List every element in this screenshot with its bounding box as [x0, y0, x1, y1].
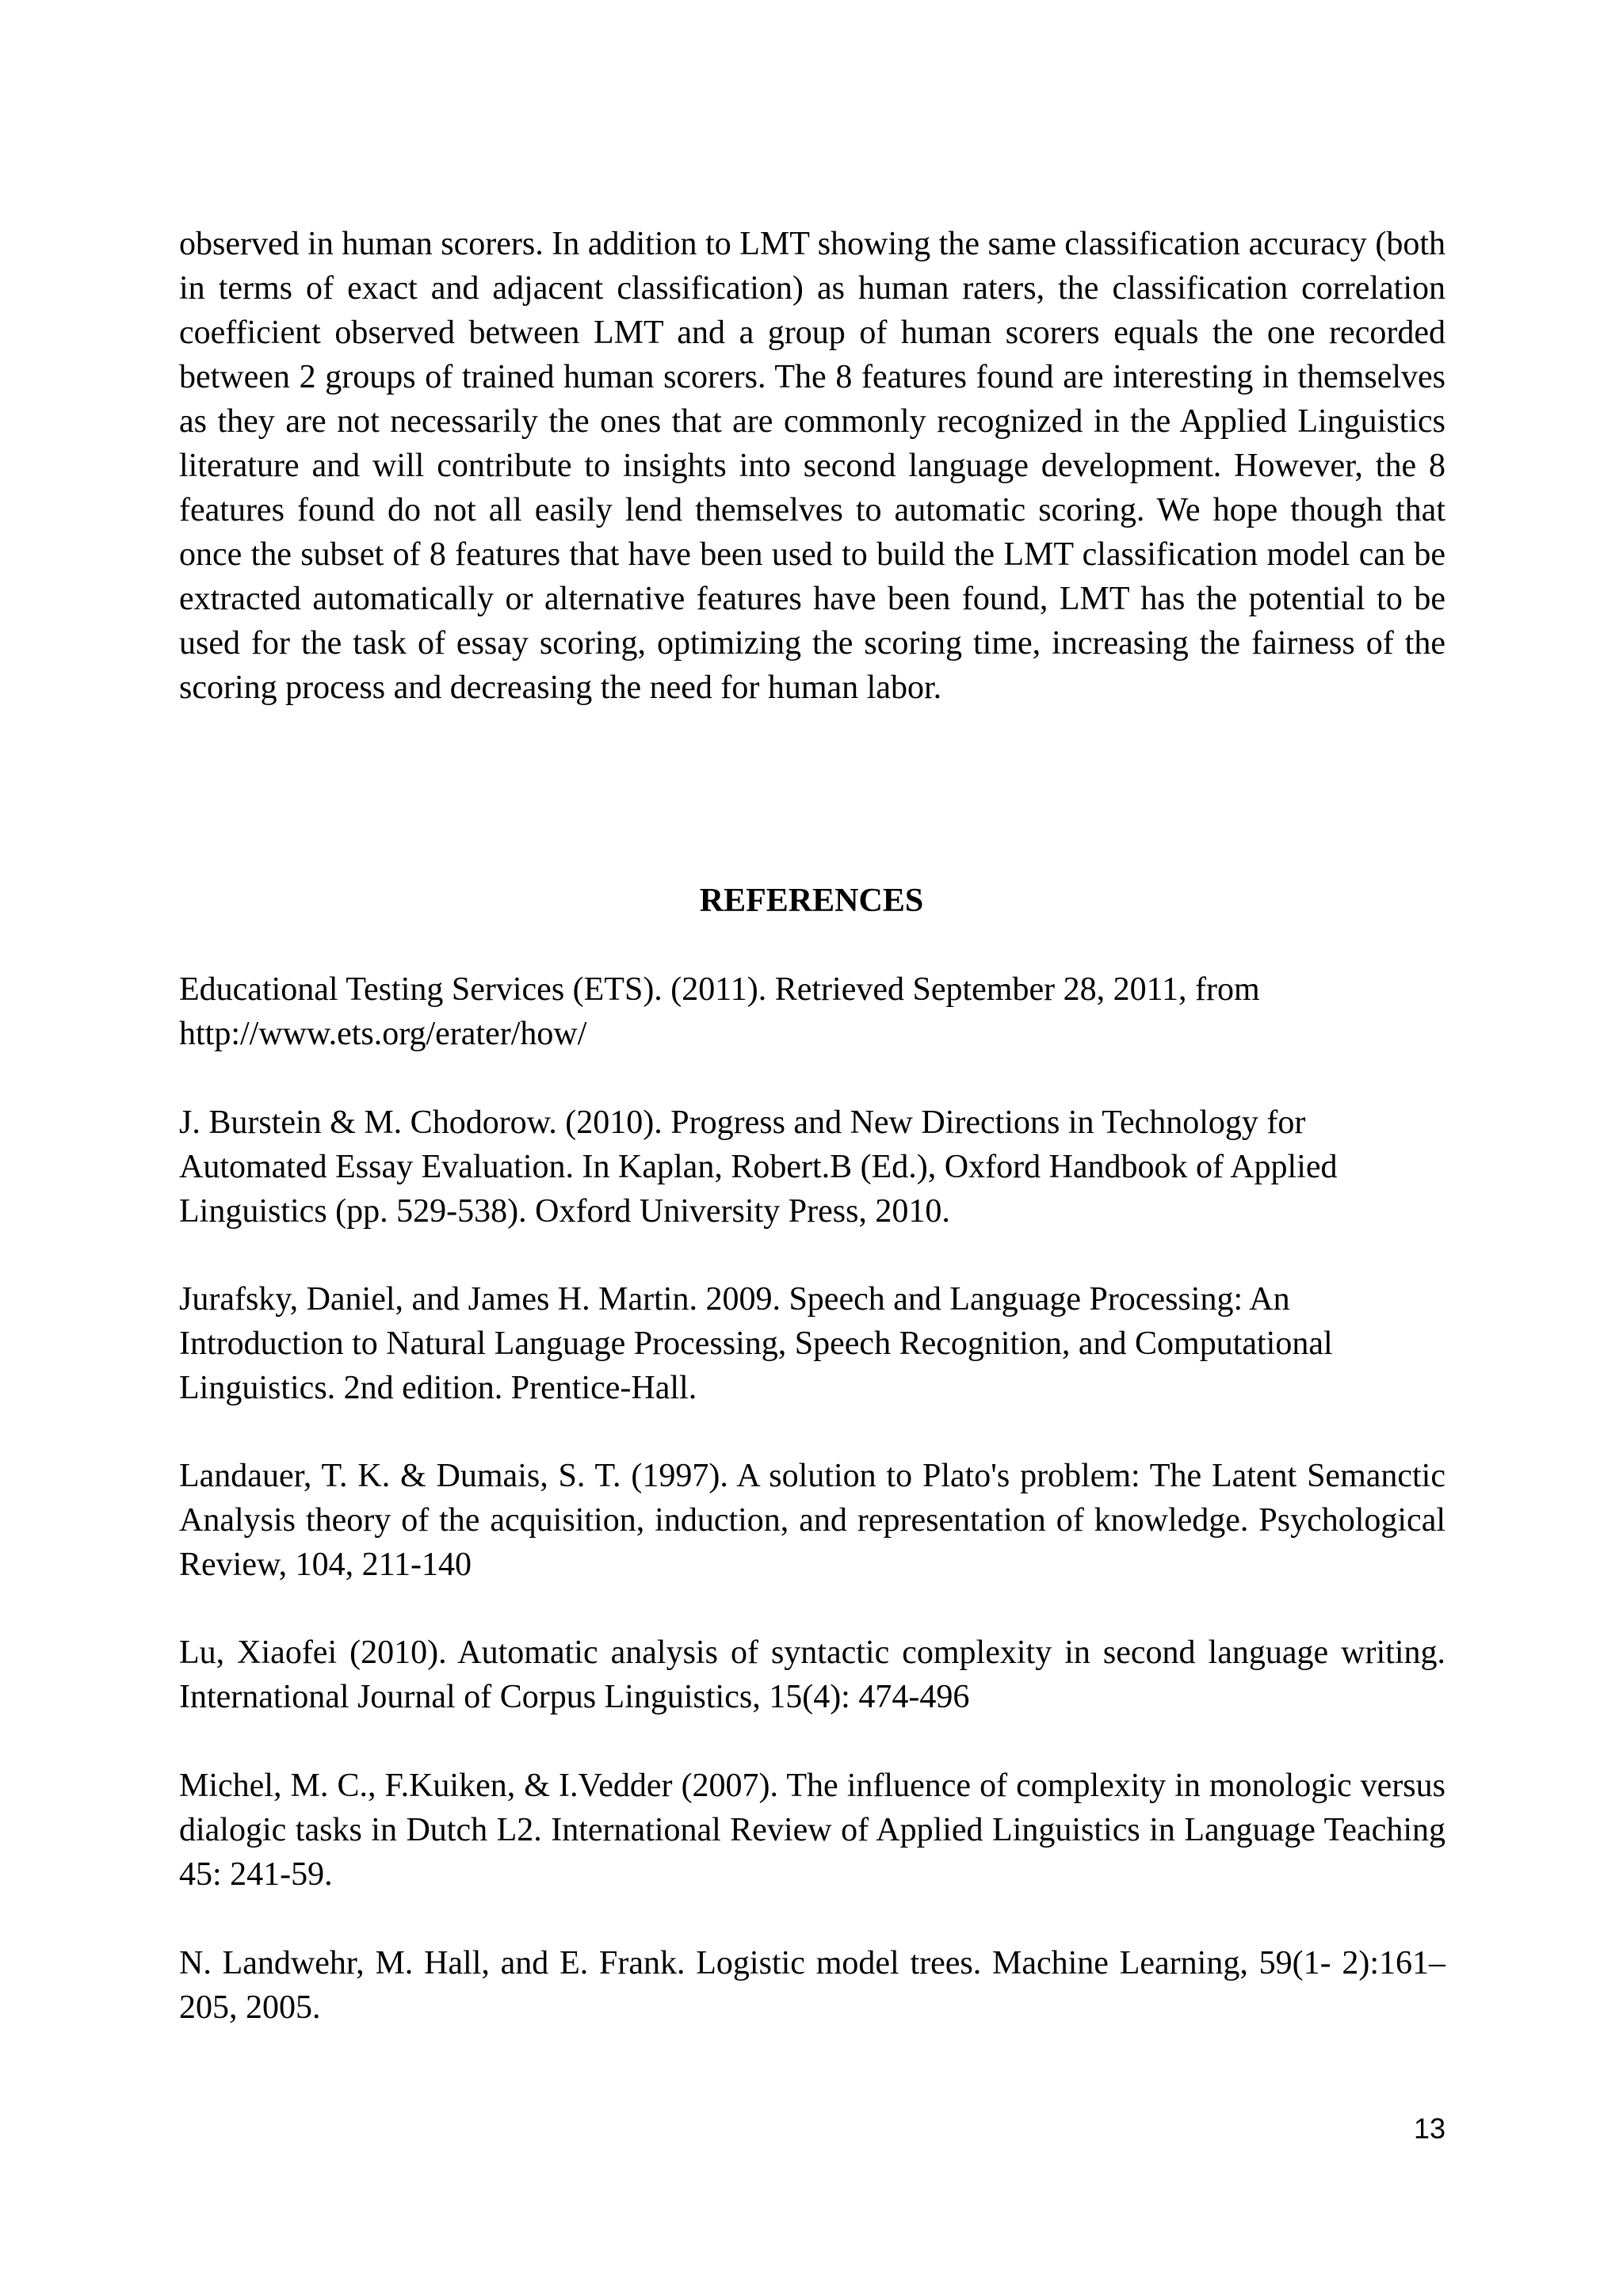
body-paragraph: observed in human scorers. In addition to LMT showing the same classification accuracy (both in terms of exact and adjacent classification) as human raters, the classification correlation coefficient observed between LMT and a group of human scorers equals the one recorded between 2 groups of trained human scorers. The 8 features found are interesting in themselves as they are not necessarily the ones that are commonly recognized in the Applied Linguistics literature and will contribute to insights into second language development. However, the 8 features found do not all easily lend themselves to automatic scoring. We hope though that once the subset of 8 features that have been used to build the LMT classification model can be extracted automatically or alternative features have been found, LMT has the potential to be used for the task of essay scoring, optimizing the scoring time, increasing the fairness of the scoring process and decreasing the need for human labor.	[179, 226, 1445, 706]
page-number: 13	[1413, 2112, 1445, 2145]
reference-item-lu: Lu, Xiaofei (2010). Automatic analysis of syntactic complexity in second language writing. International Journal of Corpus Linguistics, 15(4): 474-496	[179, 1634, 1445, 1715]
reference-item-ets: Educational Testing Services (ETS). (2011). Retrieved September 28, 2011, from http://www.ets.org/erater/how/	[179, 971, 1260, 1052]
reference-item-landauer: Landauer, T. K. & Dumais, S. T. (1997). A solution to Plato's problem: The Latent Semanctic Analysis theory of the acquisition, induction, and representation of knowledge. Psychological Review, 104, 211-140	[179, 1458, 1445, 1583]
reference-item-burstein: J. Burstein & M. Chodorow. (2010). Progress and New Directions in Technology for Automated Essay Evaluation. In Kaplan, Robert.B (Ed.), Oxford Handbook of Applied Linguistics (pp. 529-538). Oxford University Press, 2010.	[179, 1104, 1338, 1230]
reference-item-landwehr: N. Landwehr, M. Hall, and E. Frank. Logistic model trees. Machine Learning, 59(1- 2):161–205, 2005.	[179, 1945, 1445, 2026]
references-heading: REFERENCES	[699, 883, 924, 919]
reference-item-jurafsky: Jurafsky, Daniel, and James H. Martin. 2009. Speech and Language Processing: An Introduction to Natural Language Processing, Speech Recognition, and Computational Linguistics. 2nd edition. Prentice-Hall.	[179, 1281, 1333, 1406]
reference-item-michel: Michel, M. C., F.Kuiken, & I.Vedder (2007). The influence of complexity in monologic versus dialogic tasks in Dutch L2. International Review of Applied Linguistics in Language Teaching 45: 241-59.	[179, 1768, 1445, 1893]
